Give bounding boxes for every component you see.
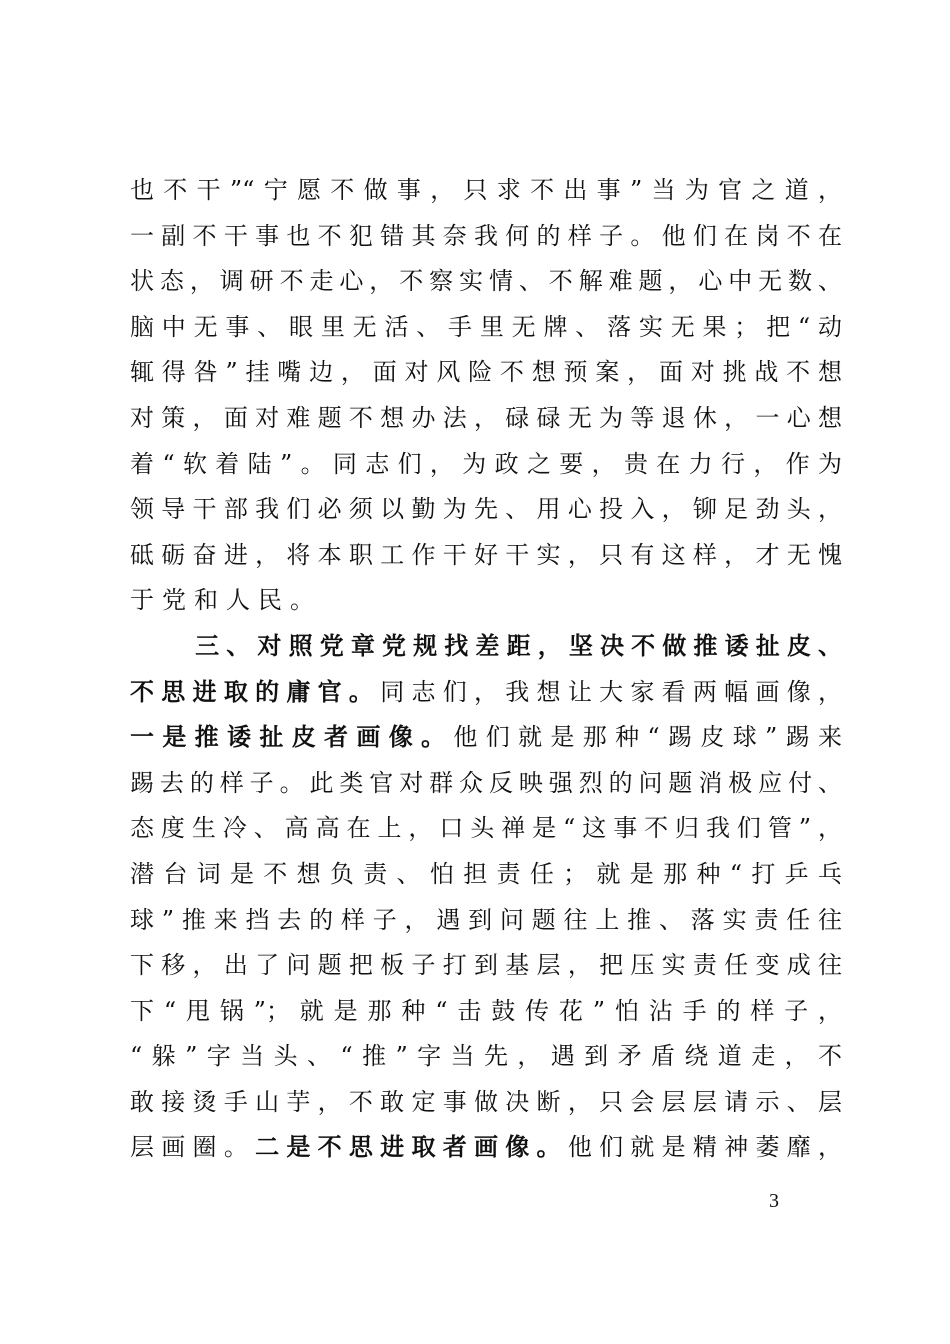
text-line [130, 533, 842, 579]
text-line [130, 1080, 842, 1126]
text-segment: 态度生冷、高高在上，口头禅是“这事不归我们管”， [130, 814, 842, 843]
text-segment: 一副不干事也不犯错其奈我何的样子。他们在岗不在 [130, 221, 842, 250]
bold-text-segment: 一是推诿扯皮者画像。 [130, 723, 454, 752]
text-segment: 于党和人民。 [130, 586, 322, 615]
text-line [130, 624, 842, 670]
text-line [130, 1034, 842, 1080]
text-line [130, 852, 842, 898]
text-segment: 他们就是那种“踢皮球”踢来 [453, 723, 842, 752]
bold-text-segment: 三、对照党章党规找差距，坚决不做推诿扯皮、 [188, 631, 842, 660]
text-segment: 球”推来挡去的样子，遇到问题往上推、落实责任往 [130, 905, 842, 934]
text-line [130, 396, 842, 442]
text-line [130, 578, 842, 624]
text-segment: 着“软着陆”。同志们，为政之要，贵在力行，作为 [130, 449, 842, 478]
text-line [130, 214, 842, 260]
text-segment: 同志们，我想让大家看两幅画像， [380, 677, 843, 706]
text-segment: “躲”字当头、“推”字当先，遇到矛盾绕道走，不 [130, 1042, 842, 1071]
text-segment: 踢去的样子。此类官对群众反映强烈的问题消极应付、 [130, 768, 842, 797]
text-segment: 敢接烫手山芋，不敢定事做决断，只会层层请示、层 [130, 1087, 842, 1116]
text-line [130, 989, 842, 1035]
text-line [130, 168, 842, 214]
text-segment: 也不干”“宁愿不做事，只求不出事”当为官之道， [130, 176, 842, 204]
text-segment: 状态，调研不走心，不察实情、不解难题，心中无数、 [130, 267, 842, 296]
text-segment: 对策，面对难题不想办法，碌碌无为等退休，一心想 [130, 403, 842, 432]
text-line [130, 943, 842, 989]
text-segment: 领导干部我们必须以勤为先、用心投入，铆足劲头， [130, 495, 842, 524]
text-segment: 下“甩锅”；就是那种“击鼓传花”怕沾手的样子， [130, 996, 842, 1025]
text-segment: 辄得咎”挂嘴边，面对风险不想预案，面对挑战不想 [130, 358, 842, 387]
body-text [130, 168, 842, 1171]
text-line [130, 806, 842, 852]
text-line [130, 350, 842, 396]
text-segment: 层画圈。 [130, 1133, 256, 1162]
text-line [130, 1125, 842, 1171]
page-number: 3 [769, 1190, 779, 1212]
text-line [130, 305, 842, 351]
text-segment: 脑中无事、眼里无活、手里无牌、落实无果；把“动 [130, 312, 842, 341]
text-line [130, 761, 842, 807]
text-segment: 潜台词是不想负责、怕担责任；就是那种“打乒乓 [130, 859, 842, 888]
bold-text-segment: 不思进取的庸官。 [130, 677, 381, 706]
text-line [130, 442, 842, 488]
text-segment: 砥砺奋进，将本职工作干好干实，只有这样，才无愧 [130, 540, 842, 569]
text-line [130, 898, 842, 944]
text-line [130, 670, 842, 716]
bold-text-segment: 二是不思进取者画像。 [255, 1133, 568, 1162]
text-line [130, 715, 842, 761]
text-line [130, 487, 842, 533]
text-segment: 下移，出了问题把板子打到基层，把压实责任变成往 [130, 951, 842, 980]
text-line [130, 259, 842, 305]
text-segment: 他们就是精神萎靡， [567, 1133, 843, 1162]
